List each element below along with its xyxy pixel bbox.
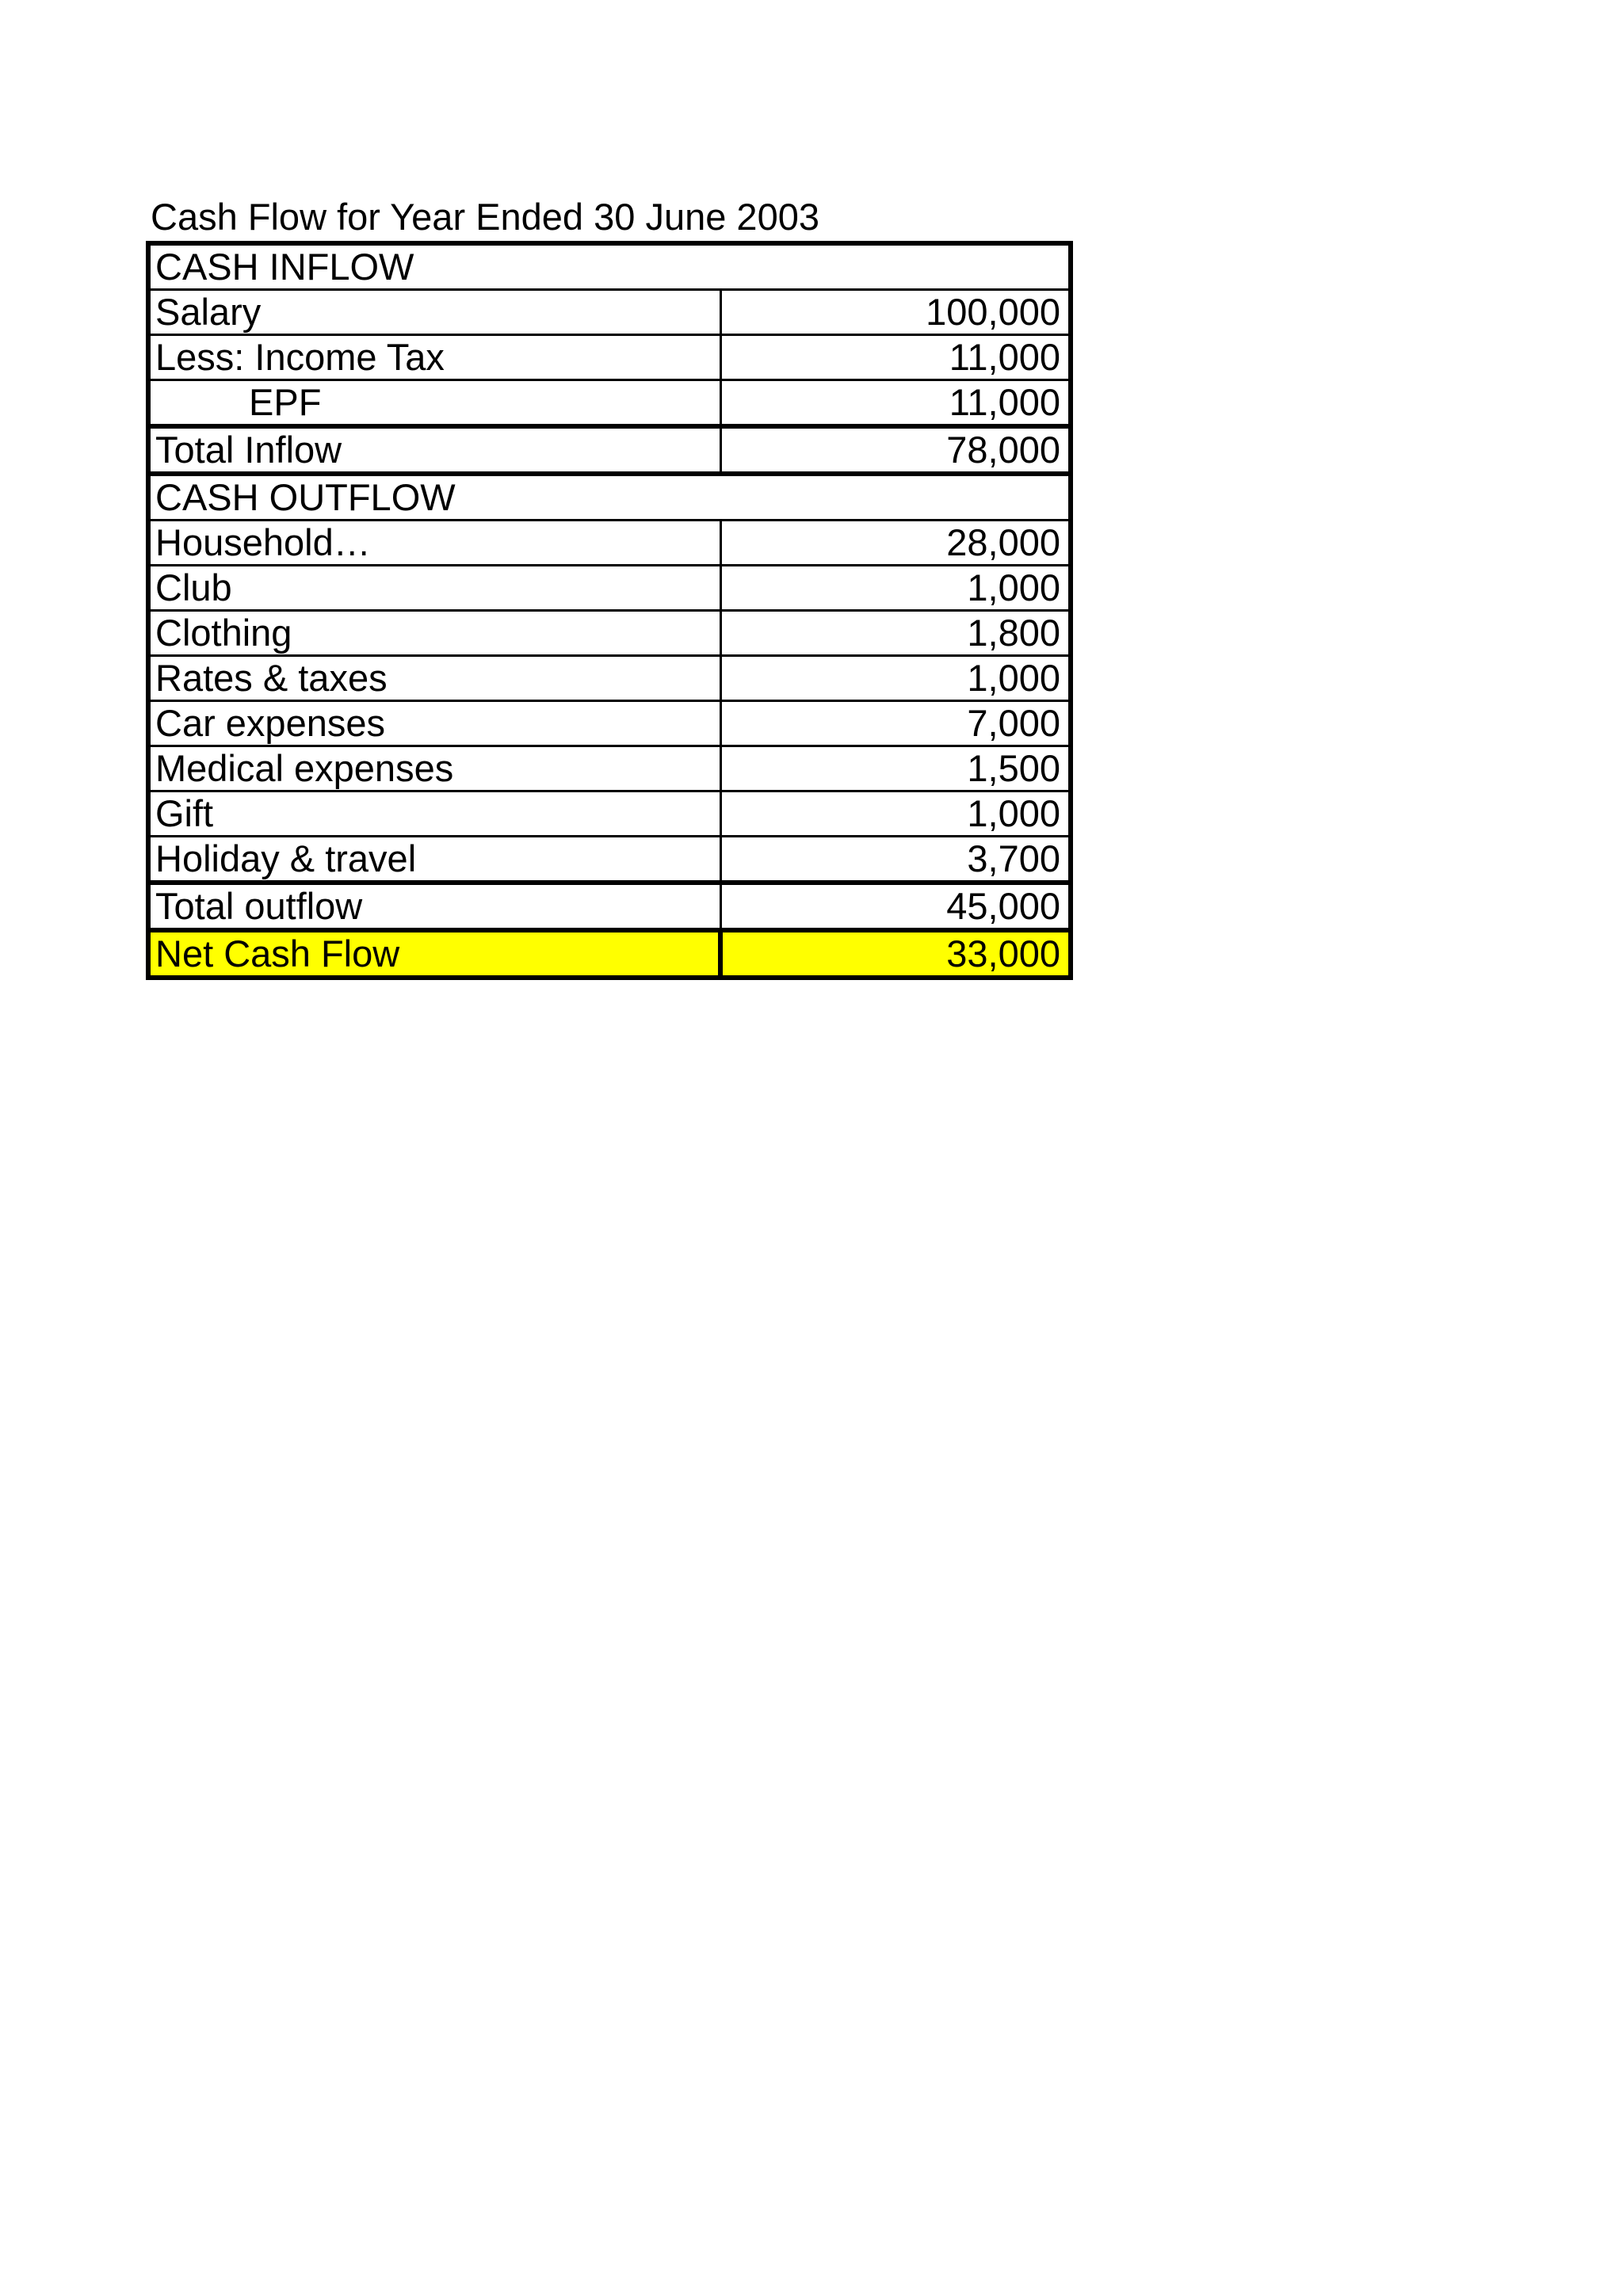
outflow-header[interactable]: CASH OUTFLOW	[148, 474, 1071, 521]
total-outflow-value[interactable]: 45,000	[720, 883, 1071, 930]
row-value[interactable]: 100,000	[720, 290, 1071, 335]
total-inflow-row	[148, 426, 1071, 474]
table-row	[148, 611, 1071, 656]
row-label[interactable]: Salary	[148, 290, 720, 335]
table-row	[148, 791, 1071, 837]
table-row	[148, 656, 1071, 701]
table-row	[148, 521, 1071, 566]
row-value[interactable]: 11,000	[720, 335, 1071, 380]
row-value[interactable]: 11,000	[720, 380, 1071, 427]
table-row	[148, 566, 1071, 611]
net-cash-flow-value[interactable]: 33,000	[720, 930, 1071, 978]
table-row	[148, 380, 1071, 427]
inflow-header[interactable]: CASH INFLOW	[148, 243, 1071, 290]
net-cash-flow-label[interactable]: Net Cash Flow	[148, 930, 720, 978]
inflow-header-row	[148, 243, 1071, 290]
row-value[interactable]: 1,800	[720, 611, 1071, 656]
row-label[interactable]: Less: Income Tax	[148, 335, 720, 380]
row-label[interactable]: Household…	[148, 521, 720, 566]
total-inflow-label[interactable]: Total Inflow	[148, 426, 720, 474]
cash-flow-table	[146, 241, 1073, 980]
table-row	[148, 335, 1071, 380]
total-outflow-label[interactable]: Total outflow	[148, 883, 720, 930]
row-label[interactable]: Holiday & travel	[148, 837, 720, 883]
row-label[interactable]: Car expenses	[148, 701, 720, 746]
row-label[interactable]: Medical expenses	[148, 746, 720, 791]
row-label[interactable]: Rates & taxes	[148, 656, 720, 701]
row-value[interactable]: 1,500	[720, 746, 1071, 791]
row-label[interactable]: EPF	[148, 380, 720, 427]
row-value[interactable]: 1,000	[720, 656, 1071, 701]
table-row	[148, 290, 1071, 335]
total-outflow-row	[148, 883, 1071, 930]
row-label[interactable]: Clothing	[148, 611, 720, 656]
net-cash-flow-row	[148, 930, 1071, 978]
row-value[interactable]: 7,000	[720, 701, 1071, 746]
table-row	[148, 837, 1071, 883]
sheet-title: Cash Flow for Year Ended 30 June 2003	[151, 196, 819, 238]
row-label[interactable]: Gift	[148, 791, 720, 837]
row-label[interactable]: Club	[148, 566, 720, 611]
row-value[interactable]: 3,700	[720, 837, 1071, 883]
table-row	[148, 701, 1071, 746]
row-value[interactable]: 1,000	[720, 566, 1071, 611]
row-value[interactable]: 28,000	[720, 521, 1071, 566]
outflow-header-row	[148, 474, 1071, 521]
table-row	[148, 746, 1071, 791]
row-value[interactable]: 1,000	[720, 791, 1071, 837]
total-inflow-value[interactable]: 78,000	[720, 426, 1071, 474]
